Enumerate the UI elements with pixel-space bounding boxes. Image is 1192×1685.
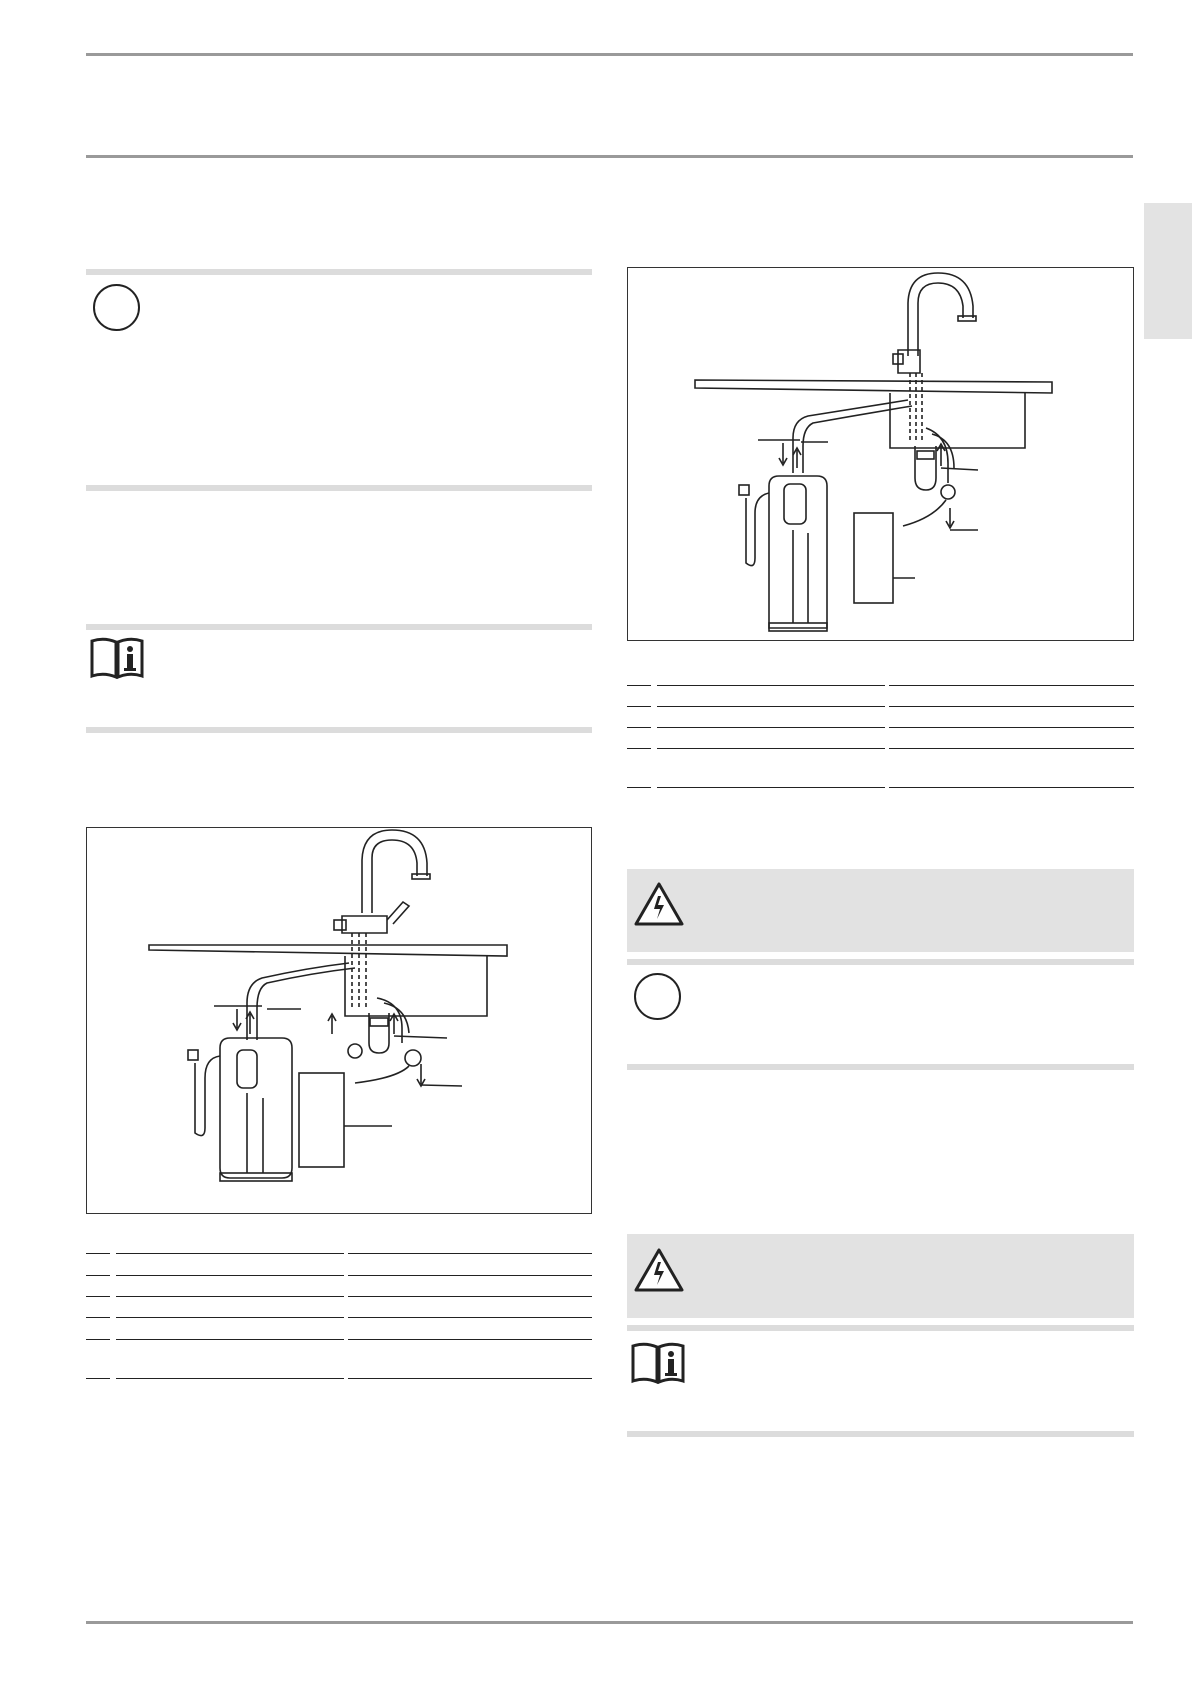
header-rule-top bbox=[86, 53, 1133, 56]
circle-note-icon bbox=[634, 973, 681, 1020]
section-bar-1 bbox=[86, 269, 592, 275]
section-bar-2 bbox=[86, 485, 592, 491]
electric-hazard-icon bbox=[633, 881, 685, 927]
figure-right bbox=[627, 267, 1134, 641]
footer-rule bbox=[86, 1621, 1133, 1624]
section-bar-3 bbox=[86, 624, 592, 630]
section-bar-5 bbox=[627, 959, 1134, 965]
section-bar-7 bbox=[627, 1325, 1134, 1331]
chapter-side-tab bbox=[1144, 203, 1192, 339]
section-bar-4 bbox=[86, 727, 592, 733]
warning-box-1 bbox=[627, 869, 1134, 952]
section-bar-8 bbox=[627, 1431, 1134, 1437]
read-manual-icon bbox=[630, 1342, 686, 1384]
header-rule-bottom bbox=[86, 155, 1133, 158]
warning-box-2 bbox=[627, 1234, 1134, 1318]
section-bar-6 bbox=[627, 1064, 1134, 1070]
circle-note-icon bbox=[93, 284, 140, 331]
electric-hazard-icon bbox=[633, 1247, 685, 1293]
figure-left bbox=[86, 827, 592, 1214]
legend-table-left bbox=[86, 1253, 592, 1383]
read-manual-icon bbox=[89, 637, 145, 679]
legend-table-right bbox=[627, 685, 1134, 815]
